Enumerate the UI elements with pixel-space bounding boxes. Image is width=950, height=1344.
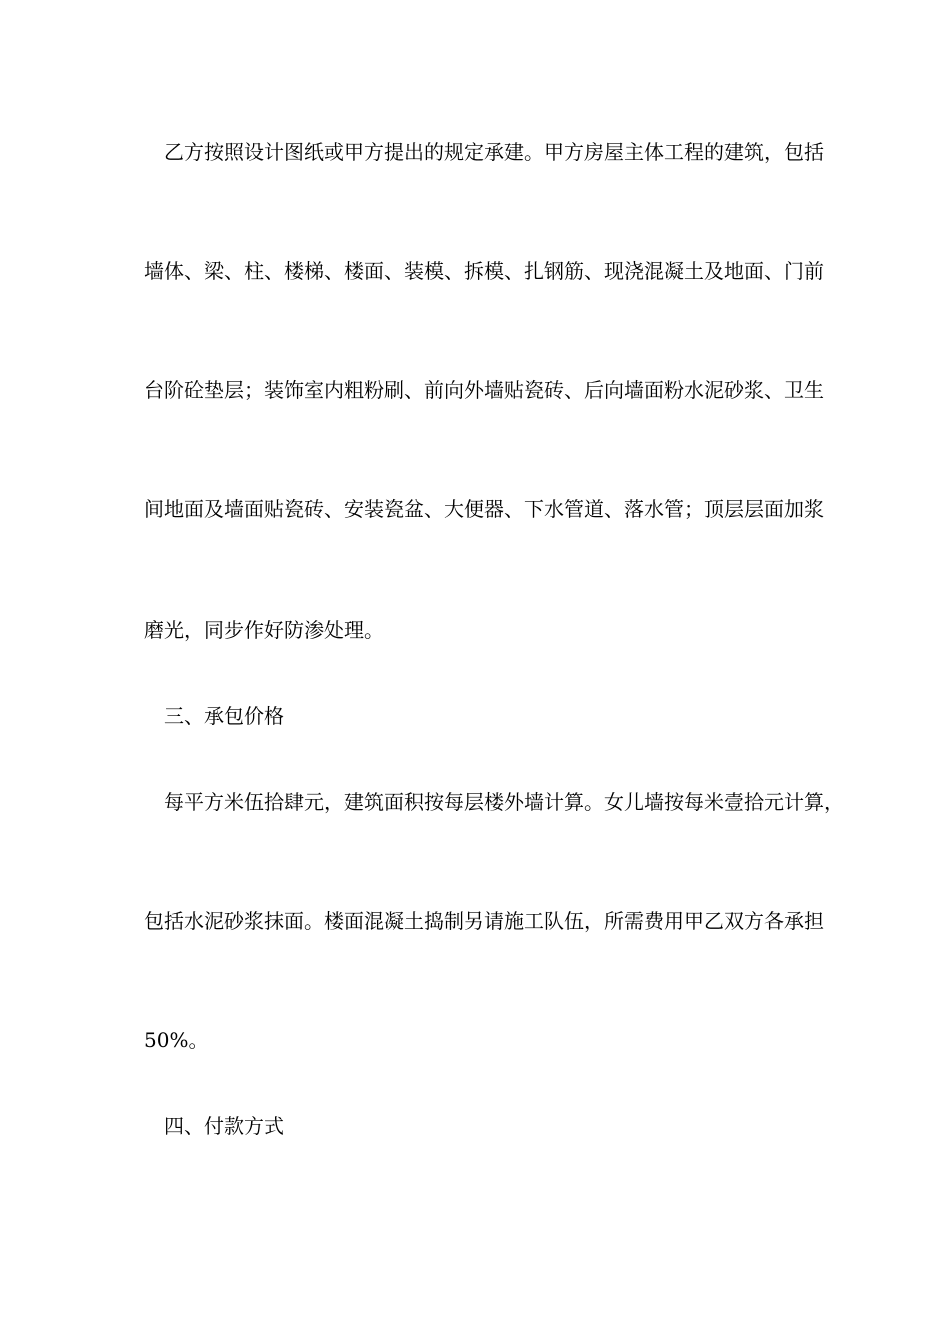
scope-paragraph-line-1: 乙方按照设计图纸或甲方提出的规定承建。甲方房屋主体工程的建筑，包括 <box>164 140 824 164</box>
price-paragraph-line-3: 50%。 <box>144 1028 209 1052</box>
price-paragraph-line-2: 包括水泥砂浆抹面。楼面混凝土捣制另请施工队伍，所需费用甲乙双方各承担 <box>144 909 824 933</box>
scope-paragraph-line-5: 磨光，同步作好防渗处理。 <box>144 618 384 642</box>
section-heading-price: 三、承包价格 <box>164 704 284 728</box>
section-heading-payment: 四、付款方式 <box>164 1114 284 1138</box>
price-paragraph-line-1: 每平方米伍拾肆元，建筑面积按每层楼外墙计算。女儿墙按每米壹拾元计算， <box>164 790 844 814</box>
scope-paragraph-line-2: 墙体、梁、柱、楼梯、楼面、装模、拆模、扎钢筋、现浇混凝土及地面、门前 <box>144 259 824 283</box>
scope-paragraph-line-4: 间地面及墙面贴瓷砖、安装瓷盆、大便器、下水管道、落水管；顶层层面加浆 <box>144 497 824 521</box>
scope-paragraph-line-3: 台阶砼垫层；装饰室内粗粉刷、前向外墙贴瓷砖、后向墙面粉水泥砂浆、卫生 <box>144 378 824 402</box>
